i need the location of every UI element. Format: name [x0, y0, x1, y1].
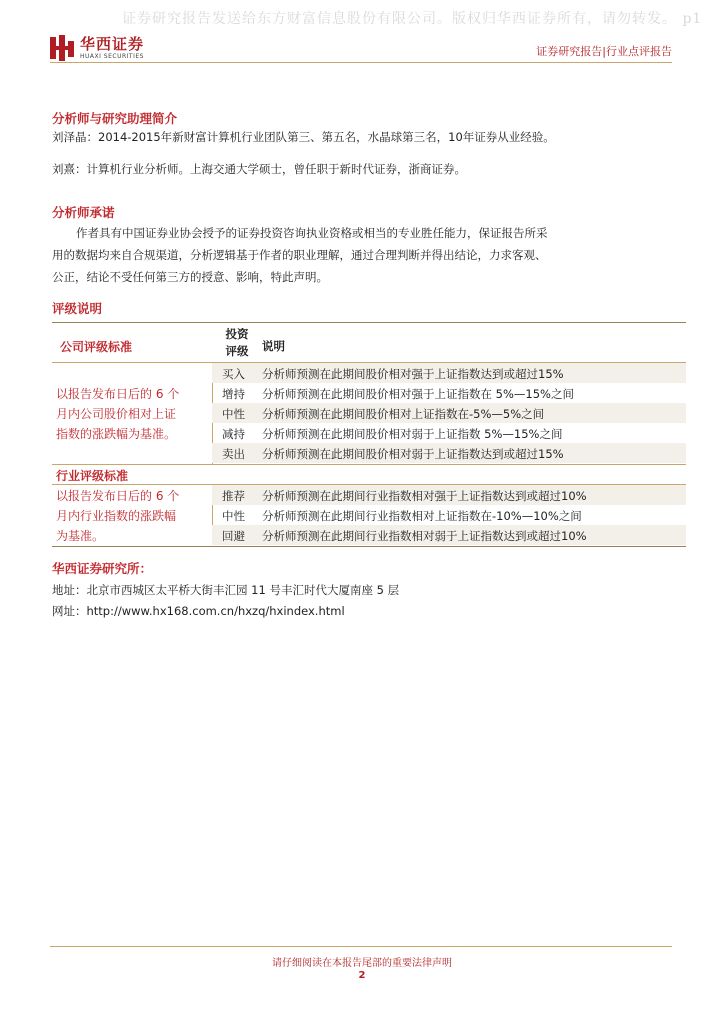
industry-rating-row: 推荐 分析师预测在此期间行业指数相对强于上证指数达到或超过10%	[212, 485, 686, 505]
company-rating-header: 公司评级标准	[60, 340, 133, 354]
report-category: 证券研究报告|行业点评报告	[536, 45, 672, 58]
logo-name-en: HUAXI SECURITIES	[80, 53, 144, 60]
institute-website[interactable]: 网址：http://www.hx168.com.cn/hxzq/hxindex.html	[52, 604, 345, 618]
logo-name-cn: 华西证券	[80, 35, 145, 53]
watermark-text: 证券研究报告发送给东方财富信息股份有限公司。版权归华西证券所有，请勿转发。 p1	[122, 11, 703, 27]
company-rating-row: 增持 分析师预测在此期间股价相对强于上证指数在 5%—15%之间	[222, 387, 574, 401]
analyst-bio-2: 刘熹：计算机行业分析师。上海交通大学硕士，曾任职于新时代证券，浙商证券。	[52, 162, 466, 176]
table-bottom-border	[52, 546, 686, 547]
industry-rating-row: 回避 分析师预测在此期间行业指数相对弱于上证指数达到或超过10%	[212, 525, 686, 545]
header-divider	[50, 62, 672, 63]
commitment-line-2: 用的数据均来自合规渠道，分析逻辑基于作者的职业理解，通过合理判断并得出结论，力求客观、	[52, 248, 547, 262]
company-rating-row: 减持 分析师预测在此期间股价相对弱于上证指数 5%—15%之间	[222, 427, 563, 441]
rating-column-header: 投资 评级	[225, 327, 249, 358]
company-table-bottom-border	[52, 464, 686, 465]
table-top-border	[52, 322, 686, 323]
footer-divider	[50, 946, 672, 947]
huaxi-logo-icon	[50, 35, 74, 61]
institute-title: 华西证券研究所：	[52, 561, 153, 576]
commitment-line-1: 作者具有中国证券业协会授予的证券投资咨询执业资格或相当的专业胜任能力，保证报告所采	[76, 226, 548, 240]
industry-rating-header: 行业评级标准	[56, 469, 129, 483]
commitment-title: 分析师承诺	[52, 205, 115, 220]
analyst-bio-1: 刘泽晶：2014-2015年新财富计算机行业团队第三、第五名，水晶球第三名，10年证券从业经验。	[52, 130, 555, 144]
page-number: 2	[358, 970, 366, 981]
huaxi-logo	[50, 33, 210, 65]
description-column-header: 说明	[262, 339, 285, 353]
industry-rating-row: 中性 分析师预测在此期间行业指数相对上证指数在-10%—10%之间	[222, 509, 582, 523]
company-rating-row: 买入 分析师预测在此期间股价相对强于上证指数达到或超过15%	[212, 363, 686, 383]
institute-address: 地址：北京市西城区太平桥大街丰汇园 11 号丰汇时代大厦南座 5 层	[52, 583, 400, 597]
footer-disclaimer: 请仔细阅读在本报告尾部的重要法律声明	[272, 958, 452, 969]
company-rating-row: 卖出 分析师预测在此期间股价相对弱于上证指数达到或超过15%	[212, 443, 686, 463]
company-rating-basis: 以报告发布日后的 6 个 月内公司股价相对上证 指数的涨跌幅为基准。	[56, 387, 180, 441]
analyst-section-title: 分析师与研究助理简介	[52, 111, 178, 126]
industry-rating-basis: 以报告发布日后的 6 个 月内行业指数的涨跌幅 为基准。	[56, 489, 180, 543]
commitment-line-3: 公正，结论不受任何第三方的授意、影响，特此声明。	[52, 270, 328, 284]
company-rating-row: 中性 分析师预测在此期间股价相对上证指数在-5%—5%之间	[212, 403, 686, 423]
rating-title: 评级说明	[52, 301, 103, 316]
